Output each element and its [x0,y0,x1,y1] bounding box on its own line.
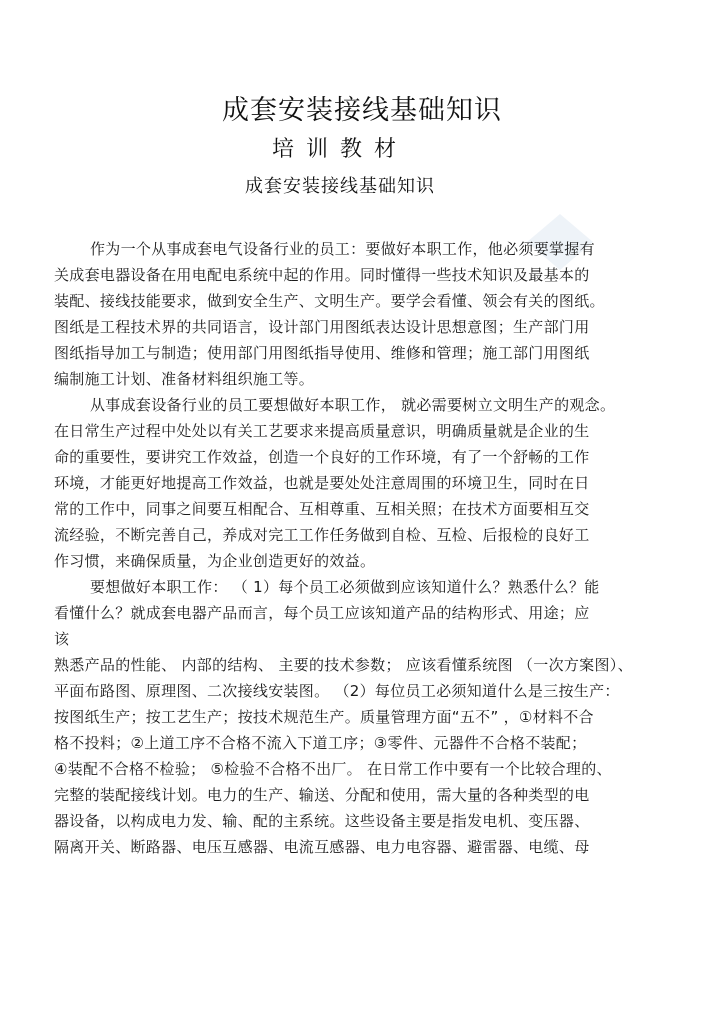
body-text-line: 编制施工计划、准备材料组织施工等。 [54,370,315,388]
body-text-line: 完整的装配接线计划。电力的生产、输送、分配和使用，需大量的各种类型的电 [54,786,590,804]
body-text-line: 图纸是工程技术界的共同语言，设计部门用图纸表达设计思想意图；生产部门用 [54,318,590,336]
body-text-line: 关成套电器设备在用电配电系统中起的作用。同时懂得一些技术知识及最基本的 [54,266,590,284]
body-text-line: 作习惯，来确保质量，为企业创造更好的效益。 [54,552,376,570]
body-text-line: 熟悉产品的性能、 内部的结构、 主要的技术参数； 应该看懂系统图 （一次方案图）、 [54,656,633,674]
body-text-line: 图纸指导加工与制造；使用部门用图纸指导使用、维修和管理；施工部门用图纸 [54,344,590,362]
document-body [54,236,694,860]
body-text-line: 在日常生产过程中处处以有关工艺要求来提高质量意识，明确质量就是企业的生 [54,422,590,440]
body-text-line: 装配、接线技能要求，做到安全生产、文明生产。要学会看懂、领会有关的图纸。 [54,292,605,310]
body-text-line: 看懂什么？就成套电器产品而言，每个员工应该知道产品的结构形式、用途；应 [54,604,590,622]
body-text-line: 环境，才能更好地提高工作效益，也就是要处处注意周围的环境卫生，同时在日 [54,474,590,492]
body-text-line: 要想做好本职工作： （ 1）每个员工必须做到应该知道什么？熟悉什么？能 [90,578,600,596]
body-text-line: 作为一个从事成套电气设备行业的员工：要做好本职工作，他必须要掌握有 [90,240,595,258]
body-text-line: ④装配不合格不检验； ⑤检验不合格不出厂。 在日常工作中要有一个比较合理的、 [54,760,612,778]
body-text-line: 平面布路图、原理图、二次接线安装图。 （2）每位员工必须知道什么是三按生产： [54,682,620,700]
body-text-line: 按图纸生产；按工艺生产；按技术规范生产。质量管理方面“五不” ，①材料不合 [54,708,594,726]
page-title: 成套安装接线基础知识 [222,95,502,126]
body-text-line: 命的重要性，要讲究工作效益，创造一个良好的工作环境，有了一个舒畅的工作 [54,448,590,466]
body-text-line: 器设备，以构成电力发、输、配的主系统。这些设备主要是指发电机、变压器、 [54,812,590,830]
page-subtitle: 培训教材 [271,137,408,162]
body-text-line: 流经验，不断完善自己，养成对完工工作任务做到自检、互检、后报检的良好工 [54,526,590,544]
body-text-line: 该 [54,630,70,648]
body-text-line: 从事成套设备行业的员工要想做好本职工作， 就必需要树立文明生产的观念。 [90,396,616,414]
body-text-line: 隔离开关、断路器、电压互感器、电流互感器、电力电容器、避雷器、电缆、母 [54,838,590,856]
body-text-line: 格不投料；②上道工序不合格不流入下道工序；③零件、元器件不合格不装配； [54,734,587,752]
body-text-line: 常的工作中，同事之间要互相配合、互相尊重、互相关照；在技术方面要相互交 [54,500,590,518]
page-subtitle-secondary: 成套安装接线基础知识 [245,176,435,197]
